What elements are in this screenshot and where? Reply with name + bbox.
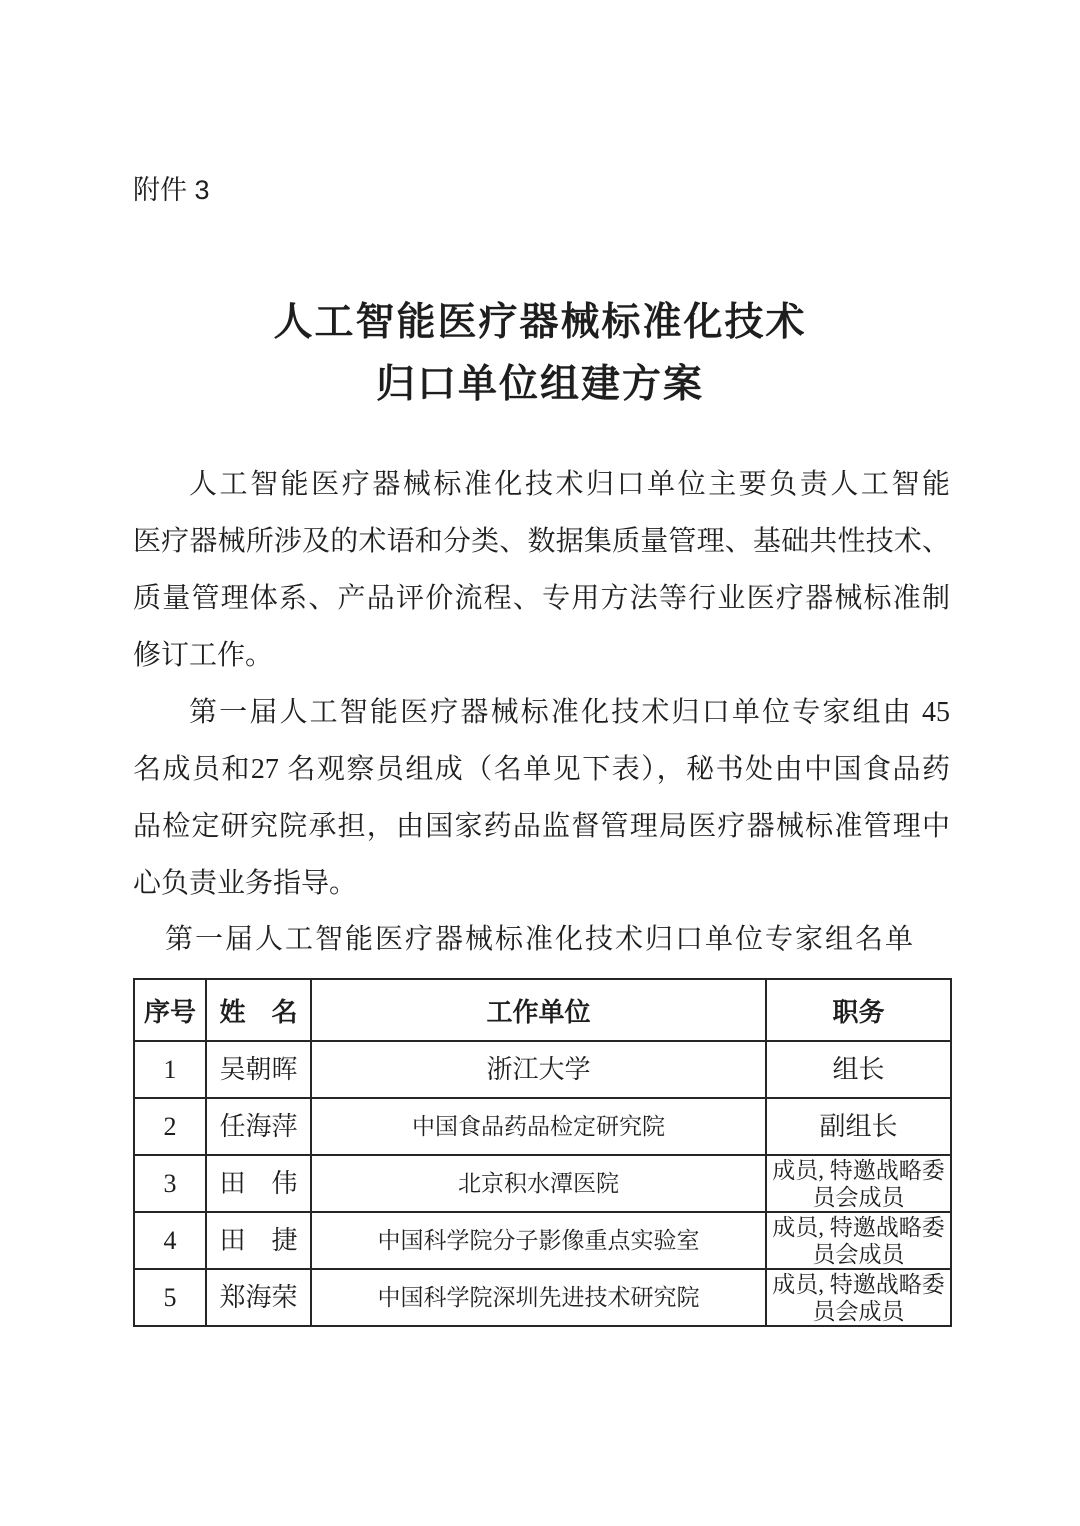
table-header-cell: 职务 [766, 979, 951, 1041]
table-row [134, 1098, 951, 1155]
table-cell-org: 中国科学院分子影像重点实验室 [311, 1212, 766, 1269]
table-cell-org: 浙江大学 [311, 1041, 766, 1098]
paragraph [133, 456, 950, 684]
paragraph-line: 质量管理体系、产品评价流程、专用方法等行业医疗器械标准制 [133, 583, 950, 614]
paragraph-line: 心负责业务指导。 [133, 868, 358, 899]
paragraph-line: 名成员和27 名观察员组成（名单见下表），秘书处由中国食品药 [133, 754, 950, 785]
table-cell-name: 任海萍 [206, 1098, 311, 1155]
table-cell-name: 田 伟 [206, 1155, 311, 1212]
table-cell-role: 组长 [766, 1041, 951, 1098]
table-cell-role: 成员, 特邀战略委员会成员 [766, 1269, 951, 1326]
paragraph-line: 修订工作。 [133, 640, 274, 671]
table-cell-org: 中国科学院深圳先进技术研究院 [311, 1269, 766, 1326]
table-row [134, 1269, 951, 1326]
table-cell-no: 2 [134, 1098, 206, 1155]
table-cell-no: 1 [134, 1041, 206, 1098]
document-title [0, 292, 1080, 416]
paragraph-line: 医疗器械所涉及的术语和分类、数据集质量管理、基础共性技术、 [133, 526, 950, 557]
table-cell-no: 3 [134, 1155, 206, 1212]
table-header-row [134, 979, 951, 1041]
table-cell-name: 郑海荣 [206, 1269, 311, 1326]
paragraph-line: 人工智能医疗器械标准化技术归口单位主要负责人工智能 [189, 469, 950, 500]
table-cell-org: 北京积水潭医院 [311, 1155, 766, 1212]
attachment-label: 附件 3 [133, 175, 210, 205]
document-title-line1: 人工智能医疗器械标准化技术 [273, 301, 807, 344]
table-header-cell: 序号 [134, 979, 206, 1041]
table-row [134, 1041, 951, 1098]
table-cell-role: 成员, 特邀战略委员会成员 [766, 1155, 951, 1212]
paragraph-line: 品检定研究院承担，由国家药品监督管理局医疗器械标准管理中 [133, 811, 950, 842]
table-caption: 第一届人工智能医疗器械标准化技术归口单位专家组名单 [164, 924, 915, 955]
document-title-line2: 归口单位组建方案 [375, 363, 704, 406]
table-cell-no: 4 [134, 1212, 206, 1269]
table-cell-name: 田 捷 [206, 1212, 311, 1269]
table-row [134, 1212, 951, 1269]
expert-table [133, 978, 952, 1327]
paragraphs [133, 456, 950, 912]
table-row [134, 1155, 951, 1212]
table-cell-name: 吴朝晖 [206, 1041, 311, 1098]
table-cell-role: 副组长 [766, 1098, 951, 1155]
table-body [134, 1041, 951, 1326]
table-cell-org: 中国食品药品检定研究院 [311, 1098, 766, 1155]
paragraph [133, 684, 950, 912]
paragraph-line: 第一届人工智能医疗器械标准化技术归口单位专家组由 45 [189, 697, 950, 728]
table-header-cell: 姓 名 [206, 979, 311, 1041]
table-cell-role: 成员, 特邀战略委员会成员 [766, 1212, 951, 1269]
table-header-cell: 工作单位 [311, 979, 766, 1041]
table-cell-no: 5 [134, 1269, 206, 1326]
